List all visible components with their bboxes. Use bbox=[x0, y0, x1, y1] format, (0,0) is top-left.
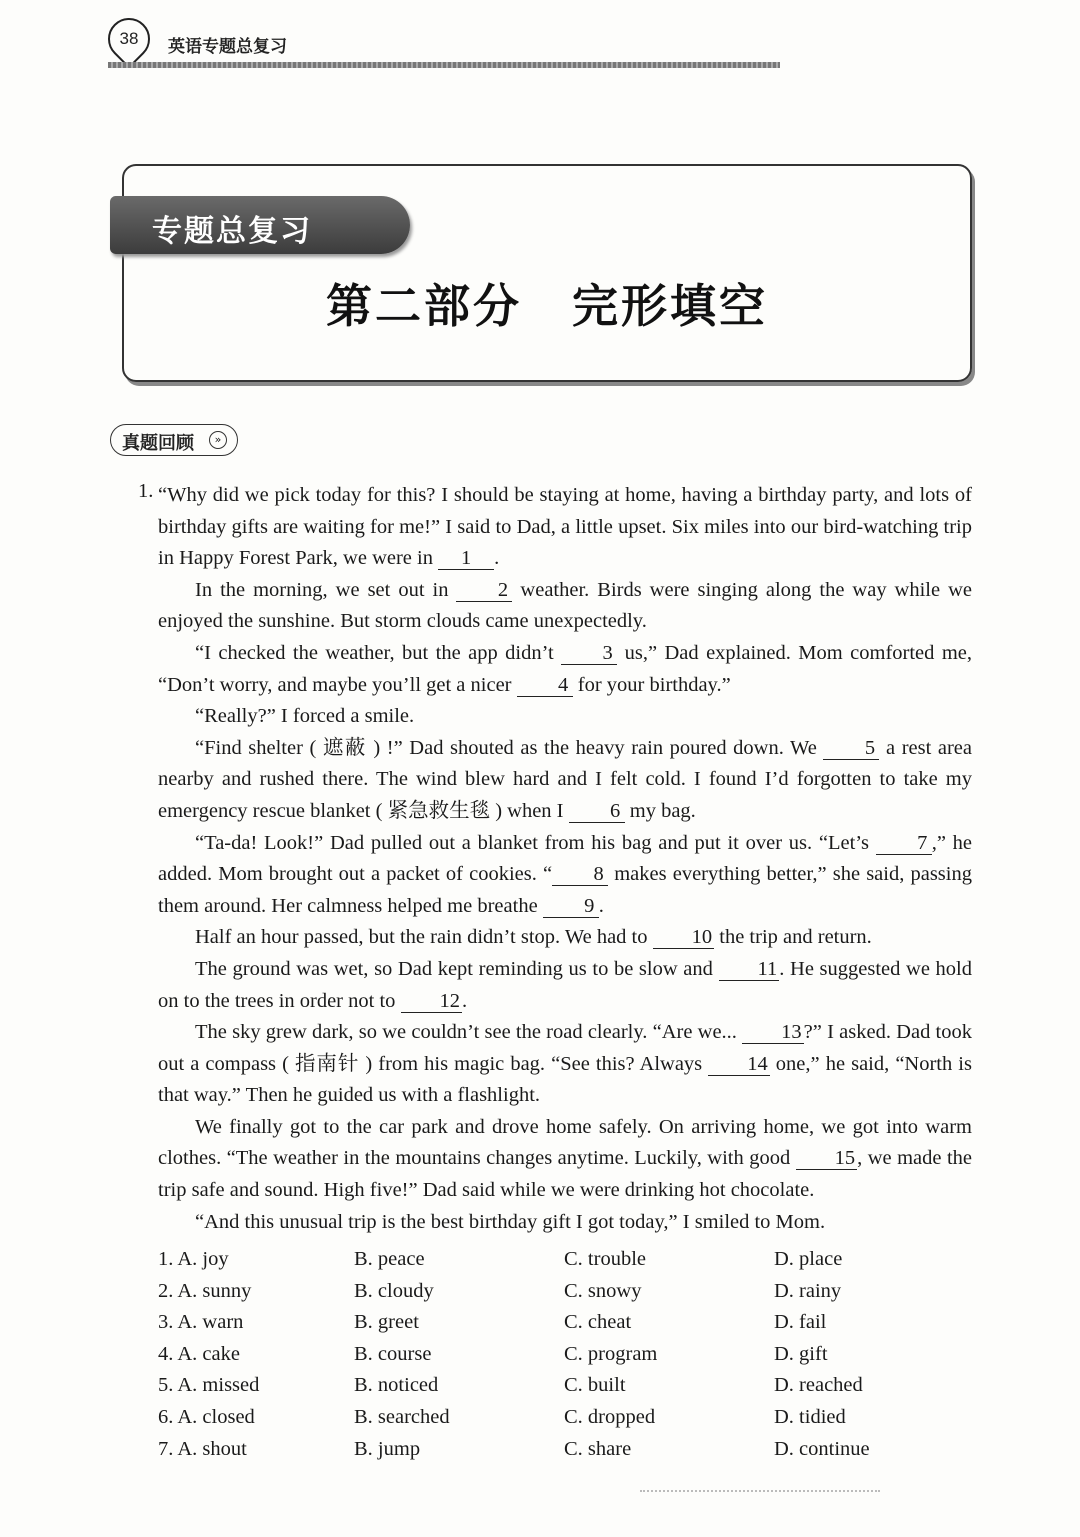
option-d[interactable]: D. fail bbox=[774, 1311, 827, 1334]
option-c[interactable]: C. share bbox=[564, 1437, 632, 1460]
option-b[interactable]: B. searched bbox=[354, 1405, 450, 1428]
section-part: 第二部分 bbox=[326, 279, 522, 333]
option-row bbox=[158, 1402, 972, 1434]
blank-7[interactable]: 7 bbox=[876, 832, 932, 855]
option-d[interactable]: D. place bbox=[774, 1248, 843, 1270]
option-c[interactable]: C. program bbox=[564, 1342, 658, 1365]
passage-paragraph: In the morning, we set out in 2 weather. Birds were singing along the way while we enjoyed the sunshine. But storm clouds came unexpectedly. bbox=[158, 578, 972, 633]
option-row bbox=[158, 1276, 972, 1308]
banner-label: 专题总复习 bbox=[152, 214, 312, 249]
option-b[interactable]: B. jump bbox=[354, 1437, 421, 1460]
section-name: 完形填空 bbox=[572, 279, 768, 333]
option-row bbox=[158, 1244, 972, 1276]
option-a[interactable]: 5. A. missed bbox=[158, 1374, 260, 1397]
passage-paragraph: “Why did we pick today for this? I should be staying at home, having a birthday party, and lots of birthday gifts are waiting for me!” I said to Dad, a little upset. Six miles into our bird-watching trip in Happy Forest Park, we were in 1 . bbox=[158, 484, 972, 570]
passage-paragraph: “Ta-da! Look!” Dad pulled out a blanket from his bag and put it over us. “Let’s 7 ,” he added. Mom brought out a packet of cookies. “ 8 makes everything better,” she said, passing them around. Her calmness helped me breathe 9 . bbox=[158, 831, 972, 917]
option-row bbox=[158, 1339, 972, 1371]
option-c[interactable]: C. built bbox=[564, 1374, 626, 1397]
blank-1[interactable]: 1 bbox=[438, 547, 494, 570]
blank-2[interactable]: 2 bbox=[456, 579, 512, 602]
blank-4[interactable]: 4 bbox=[517, 674, 573, 697]
blank-11[interactable]: 11 bbox=[719, 958, 780, 981]
option-b[interactable]: B. greet bbox=[354, 1311, 419, 1334]
option-d[interactable]: D. gift bbox=[774, 1342, 828, 1365]
option-a[interactable]: 6. A. closed bbox=[158, 1405, 255, 1428]
option-a[interactable]: 7. A. shout bbox=[158, 1437, 247, 1460]
section-banner bbox=[110, 196, 410, 254]
blank-10[interactable]: 10 bbox=[653, 926, 715, 949]
blank-5[interactable]: 5 bbox=[823, 737, 879, 760]
option-a[interactable]: 1. A. joy bbox=[158, 1248, 229, 1270]
page-header bbox=[108, 16, 780, 72]
option-b[interactable]: B. noticed bbox=[354, 1374, 439, 1397]
review-tag bbox=[110, 424, 238, 456]
passage-paragraph: The sky grew dark, so we couldn’t see the road clearly. “Are we... 13?” I asked. Dad took out a compass ( 指南针 ) from his magic bag. “See this? Always 14 one,” he said, “North is that way.” Then he guided us with a flashlight. bbox=[158, 1021, 972, 1107]
footer-rule bbox=[640, 1490, 880, 1500]
blank-6[interactable]: 6 bbox=[569, 800, 625, 823]
section-title bbox=[122, 270, 972, 336]
question-number: 1. bbox=[138, 480, 154, 502]
blank-8[interactable]: 8 bbox=[552, 863, 608, 886]
option-b[interactable]: B. peace bbox=[354, 1248, 425, 1270]
option-a[interactable]: 2. A. sunny bbox=[158, 1279, 252, 1302]
option-c[interactable]: C. cheat bbox=[564, 1311, 632, 1334]
option-d[interactable]: D. tidied bbox=[774, 1405, 846, 1428]
passage-paragraph: “And this unusual trip is the best birthday gift I got today,” I smiled to Mom. bbox=[195, 1210, 826, 1233]
option-a[interactable]: 4. A. cake bbox=[158, 1342, 240, 1365]
book-title: 英语专题总复习 bbox=[168, 37, 287, 57]
option-c[interactable]: C. trouble bbox=[564, 1248, 646, 1270]
blank-12[interactable]: 12 bbox=[401, 990, 463, 1013]
option-row bbox=[158, 1370, 972, 1402]
option-b[interactable]: B. course bbox=[354, 1342, 432, 1365]
option-c[interactable]: C. dropped bbox=[564, 1405, 656, 1428]
passage-paragraph: “I checked the weather, but the app didn’t 3 us,” Dad explained. Mom comforted me, “Don’t worry, and maybe you’ll get a nicer 4 for your birthday.” bbox=[158, 641, 972, 696]
passage-paragraph: “Find shelter ( 遮蔽 ) !” Dad shouted as the heavy rain poured down. We 5 a rest area nearby and rushed there. The wind blew hard and I felt cold. I found I’d forgotten to take my emergency rescue blanket ( 紧急救生毯 ) when I 6 my bag. bbox=[158, 736, 972, 822]
option-row bbox=[158, 1307, 972, 1339]
option-b[interactable]: B. cloudy bbox=[354, 1279, 434, 1302]
header-rule bbox=[108, 62, 780, 68]
passage bbox=[138, 480, 973, 1238]
blank-15[interactable]: 15 bbox=[796, 1147, 858, 1170]
passage-paragraph: The ground was wet, so Dad kept reminding us to be slow and 11. He suggested we hold on to the trees in order not to 12. bbox=[158, 957, 973, 1012]
review-tag-label: 真题回顾 bbox=[122, 433, 194, 454]
option-d[interactable]: D. continue bbox=[774, 1437, 870, 1460]
answer-options bbox=[158, 1244, 972, 1465]
page-number-tab bbox=[99, 9, 158, 68]
blank-3[interactable]: 3 bbox=[561, 642, 617, 665]
option-row bbox=[158, 1434, 972, 1466]
passage-paragraph: Half an hour passed, but the rain didn’t stop. We had to 10 the trip and return. bbox=[195, 926, 872, 949]
passage-paragraph: We finally got to the car park and drove home safely. On arriving home, we got into warm clothes. “The weather in the mountains changes anytime. Luckily, with good 15, we made the trip safe and sound. High five!” Dad said while we were drinking hot chocolate. bbox=[158, 1115, 973, 1202]
blank-9[interactable]: 9 bbox=[543, 895, 599, 918]
option-a[interactable]: 3. A. warn bbox=[158, 1311, 244, 1334]
passage-paragraph: “Really?” I forced a smile. bbox=[195, 705, 415, 728]
option-d[interactable]: D. reached bbox=[774, 1374, 863, 1397]
blank-13[interactable]: 13 bbox=[742, 1021, 804, 1044]
option-d[interactable]: D. rainy bbox=[774, 1279, 842, 1302]
double-chevron-down-icon: » bbox=[209, 431, 227, 449]
blank-14[interactable]: 14 bbox=[708, 1053, 770, 1076]
option-c[interactable]: C. snowy bbox=[564, 1279, 642, 1302]
page-number: 38 bbox=[119, 29, 139, 48]
